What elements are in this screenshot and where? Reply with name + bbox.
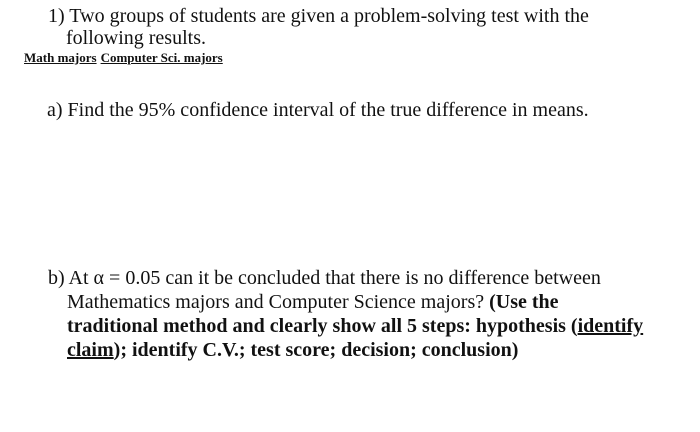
part-b-line-4 — [48, 338, 643, 362]
part-b-claim-underlined: claim — [67, 339, 114, 361]
table-header — [24, 50, 223, 66]
part-b-instruction-middle: traditional method and clearly show all 5 steps: hypothesis ( — [67, 315, 578, 337]
question-1-line-2: following results. — [66, 27, 206, 49]
part-b-line-3 — [48, 314, 643, 338]
part-b-line-2 — [48, 290, 643, 314]
part-b-question — [48, 266, 643, 362]
part-b-instruction-start: (Use the — [489, 291, 559, 313]
question-1-line-1: 1) Two groups of students are given a problem-solving test with the — [48, 5, 589, 27]
column-header-math-majors: Math majors — [24, 50, 97, 65]
part-b-line-1: b) At α = 0.05 can it be concluded that there is no difference between — [48, 267, 601, 289]
column-header-computer-sci-majors: Computer Sci. majors — [100, 50, 223, 65]
part-b-instruction-end: ); identify C.V.; test score; decision; conclusion) — [113, 339, 519, 361]
part-a-question: a) Find the 95% confidence interval of the true difference in means. — [47, 99, 589, 121]
part-b-line-2-text: Mathematics majors and Computer Science majors? — [67, 291, 485, 313]
part-b-identify-underlined: identify — [577, 315, 644, 337]
